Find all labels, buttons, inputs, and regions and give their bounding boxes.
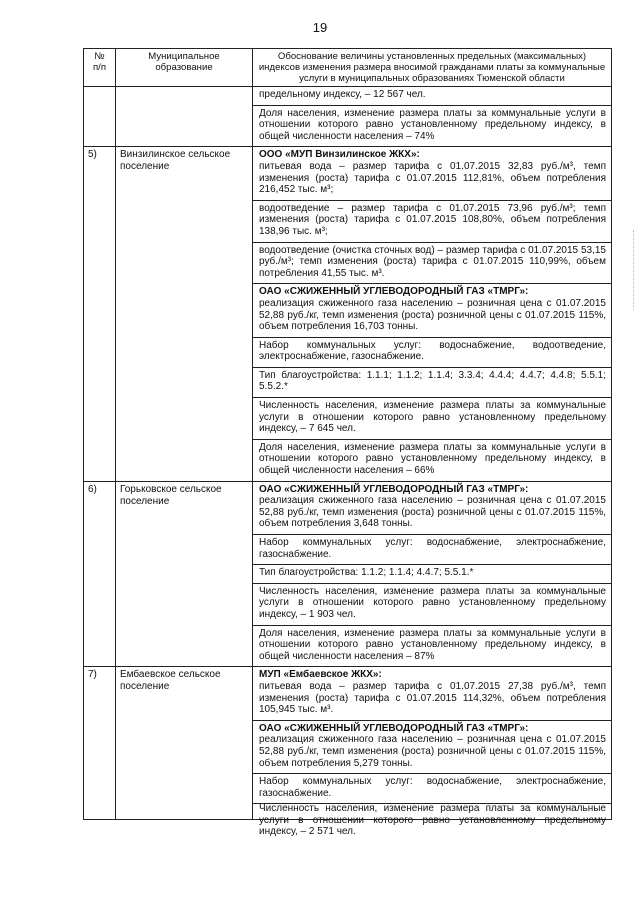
justification-paragraph [253, 625, 611, 667]
row-number [84, 87, 116, 147]
justification-paragraph [253, 583, 611, 625]
table-header-row [84, 49, 612, 87]
paragraph-text: Численность населения, изменение размера платы за коммунальные услуги в отношении которого равно установленному предельному индексу, – 7 645 чел. [259, 400, 606, 435]
justification-cell [253, 667, 612, 838]
paragraph-text: водоотведение (очистка сточных вод) – размер тарифа с 01.07.2015 53,15 руб./м³; темп изменения (роста) тарифа с 01.07.2015 110,99%, объем потребления 41,55 тыс. м³. [259, 244, 606, 279]
row-number: 6) [84, 481, 116, 667]
paragraph-text: Набор коммунальных услуг: водоснабжение, водоотведение, электроснабжение, газоснабжение. [259, 339, 606, 363]
justification-cell [253, 87, 612, 147]
paragraph-text: Численность населения, изменение размера платы за коммунальные услуги в отношении которого равно установленному предельному индексу, – 2 571 чел. [259, 803, 606, 838]
table-row [84, 87, 612, 147]
municipality-name: Винзилинское сельское поселение [116, 147, 253, 481]
paragraph-text: Тип благоустройства: 1.1.1; 1.1.2; 1.1.4; 3.3.4; 4.4.4; 4.4.7; 4.4.8; 5.5.1; 5.5.2.* [259, 369, 606, 393]
justification-paragraph [253, 564, 611, 583]
justification-paragraph [253, 773, 611, 803]
row-number: 7) [84, 667, 116, 820]
paragraph-text: питьевая вода – размер тарифа с 01.07.2015 32,83 руб./м³, темп изменения (роста) тарифа с 01.07.2015 112,81%, объем потребления 216,452 тыс. м³; [259, 160, 606, 196]
justification-paragraph [253, 667, 611, 719]
table-row [84, 481, 612, 667]
paragraph-text: Тип благоустройства: 1.1.2; 1.1.4; 4.4.7; 5.5.1.* [259, 567, 474, 579]
organization-name: ООО «МУП Винзилинское ЖКХ»: [259, 149, 420, 161]
justification-paragraph [253, 803, 611, 838]
header-num: № п/п [84, 49, 116, 87]
paragraph-text: реализация сжиженного газа населению – розничная цена с 01.07.2015 52,88 руб./кг, темп изменения (роста) розничной цены с 01.07.2015 115%, объем потребления 16,703 тонны. [259, 297, 606, 333]
organization-name: МУП «Ембаевское ЖКХ»: [259, 669, 382, 681]
justification-paragraph [253, 367, 611, 397]
organization-name: ОАО «СЖИЖЕННЫЙ УГЛЕВОДОРОДНЫЙ ГАЗ «ТМРГ»: [259, 286, 529, 298]
paragraph-text: Доля населения, изменение размера платы за коммунальные услуги в отношении которого равно установленному предельному индексу, в общей численности населения – 87% [259, 627, 606, 662]
paragraph-text: Набор коммунальных услуг: водоснабжение, электроснабжение, газоснабжение. [259, 537, 606, 560]
table-row [84, 147, 612, 481]
justification-paragraph [253, 534, 611, 564]
justification-paragraph [253, 283, 611, 336]
municipality-name: Горьковское сельское поселение [116, 481, 253, 667]
paragraph-text: предельному индексу, – 12 567 чел. [259, 89, 426, 100]
justification-paragraph [253, 720, 611, 773]
justification-paragraph [253, 337, 611, 367]
tariff-table [83, 48, 612, 838]
table-row [84, 667, 612, 820]
justification-paragraph [253, 87, 611, 105]
municipality-name [116, 87, 253, 147]
paragraph-text: реализация сжиженного газа населению – розничная цена с 01.07.2015 52,88 руб./кг, темп изменения (роста) розничной цены с 01.07.2015 115%, объем потребления 3,648 тонны. [259, 495, 606, 530]
table-body [84, 87, 612, 838]
justification-paragraph [253, 482, 611, 534]
justification-paragraph [253, 439, 611, 481]
paragraph-text: водоотведение – размер тарифа с 01.07.2015 73,96 руб./м³; темп изменения (роста) тарифа с 01.07.2015 108,80%, объем потребления 138,96 тыс. м³; [259, 202, 606, 237]
paragraph-text: Численность населения, изменение размера платы за коммунальные услуги в отношении которого равно установленному предельному индексу, – 1 903 чел. [259, 585, 606, 620]
paragraph-text: реализация сжиженного газа населению – розничная цена с 01.07.2015 52,88 руб./кг, темп изменения (роста) розничной цены с 01.07.2015 115%, объем потребления 5,279 тонны. [259, 734, 606, 769]
paragraph-text: Набор коммунальных услуг: водоснабжение, электроснабжение, газоснабжение. [259, 776, 606, 799]
paragraph-text: питьевая вода – размер тарифа с 01.07.2015 27,38 руб./м³, темп изменения (роста) тарифа с 01.07.2015 114,32%, объем потребления 105,945 тыс. м³. [259, 680, 606, 716]
organization-name: ОАО «СЖИЖЕННЫЙ УГЛЕВОДОРОДНЫЙ ГАЗ «ТМРГ»: [259, 722, 529, 734]
justification-cell [253, 481, 612, 667]
justification-cell [253, 147, 612, 481]
justification-paragraph [253, 397, 611, 439]
header-municipality: Муниципальное образование [116, 49, 253, 87]
justification-paragraph [253, 200, 611, 242]
municipality-name: Ембаевское сельское поселение [116, 667, 253, 820]
paragraph-text: Доля населения, изменение размера платы за коммунальные услуги в отношении которого равно установленному предельному индексу, в общей численности населения – 66% [259, 441, 606, 477]
page-number: 19 [312, 20, 328, 35]
row-number: 5) [84, 147, 116, 481]
justification-paragraph [253, 147, 611, 199]
scan-edge-mark [633, 230, 636, 310]
paragraph-text: Доля населения, изменение размера платы за коммунальные услуги в отношении которого равно установленному предельному индексу, в общей численности населения – 74% [259, 107, 606, 142]
justification-paragraph [253, 105, 611, 147]
justification-paragraph [253, 242, 611, 284]
organization-name: ОАО «СЖИЖЕННЫЙ УГЛЕВОДОРОДНЫЙ ГАЗ «ТМРГ»: [259, 483, 529, 495]
header-justification: Обоснование величины установленных предельных (максимальных) индексов изменения размера вносимой гражданами платы за коммунальные услуги в муниципальных образованиях Тюменской области [253, 49, 612, 87]
